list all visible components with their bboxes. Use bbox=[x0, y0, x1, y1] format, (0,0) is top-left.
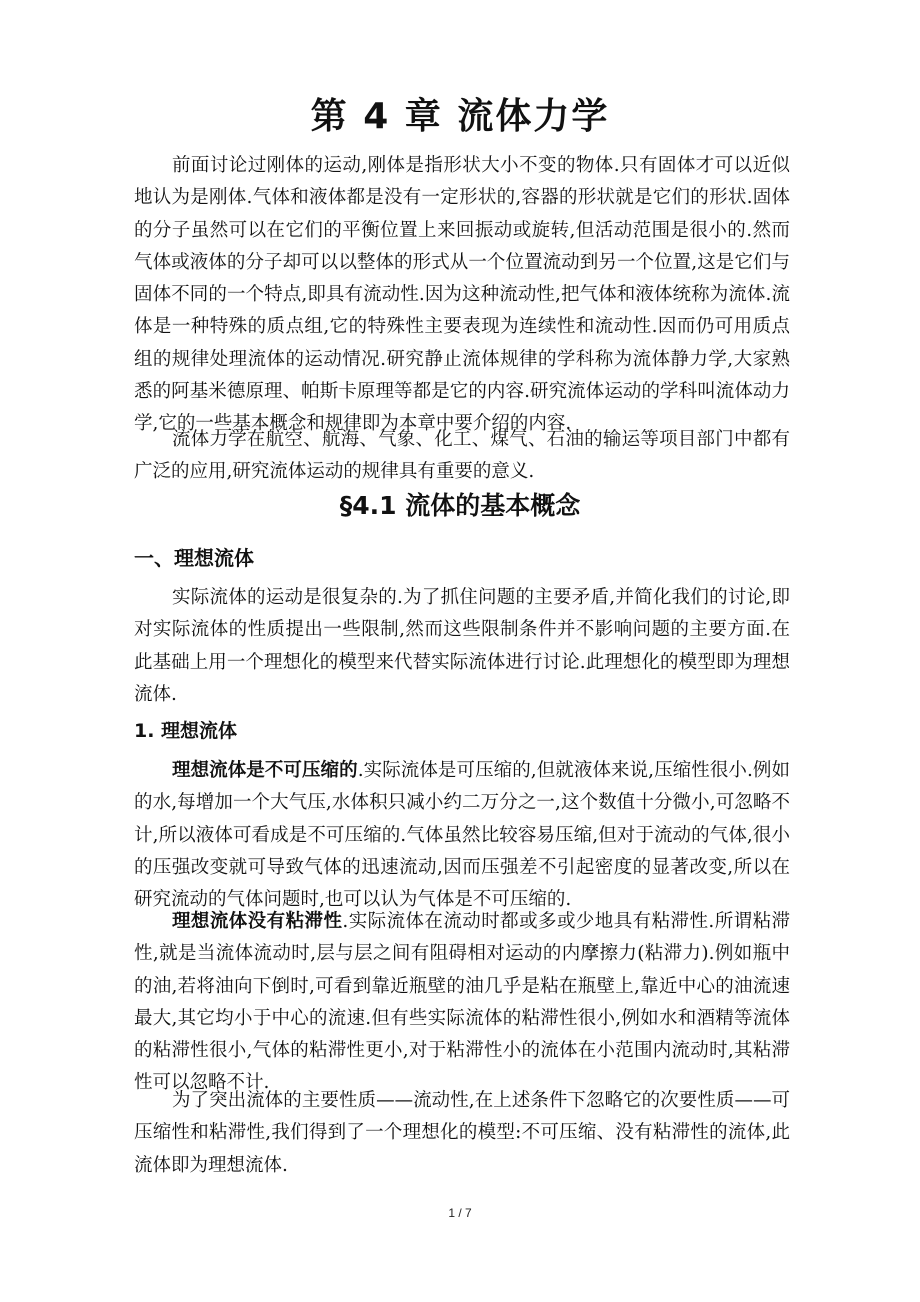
section-title: §4.1 流体的基本概念 bbox=[339, 491, 581, 520]
point-no-viscosity-text: .实际流体在流动时都或多或少地具有粘滞性.所谓粘滞性,就是当流体流动时,层与层之间有阻碍相对运动的内摩擦力(粘滞力).例如瓶中的油,若将油向下倒时,可看到靠近瓶壁的油几乎是粘在瓶壁上,靠近中心的油流速最大,其它均小于中心的流速.但有些实际流体的粘滞性很小,例如水和酒精等流体的粘滞性很小,气体的粘滞性更小,对于粘滞性小的流体在小范围内流动时,其粘滞性可以忽略不计. bbox=[134, 911, 790, 1094]
point-incompressible-lead: 理想流体是不可压缩的 bbox=[172, 760, 358, 781]
intro-paragraph-2: 流体力学在航空、航海、气象、化工、煤气、石油的输运等项目部门中都有广泛的应用,研究流体运动的规律具有重要的意义. bbox=[134, 429, 790, 483]
point-incompressible bbox=[134, 755, 790, 916]
point-no-viscosity bbox=[134, 906, 790, 1100]
conclusion-paragraph: 为了突出流体的主要性质——流动性,在上述条件下忽略它的次要性质——可压缩性和粘滞性,我们得到了一个理想化的模型:不可压缩、没有粘滞性的流体,此流体即为理想流体. bbox=[134, 1090, 790, 1176]
chapter-title: 第 4 章 流体力学 bbox=[310, 96, 610, 137]
point-incompressible-text: .实际流体是可压缩的,但就液体来说,压缩性很小.例如的水,每增加一个大气压,水体积只减小约二万分之一,这个数值十分微小,可忽略不计,所以液体可看成是不可压缩的.气体虽然比较容易压缩,但对于流动的气体,很小的压强改变就可导致气体的迅速流动,因而压强差不引起密度的显著改变,所以在研究流动的气体问题时,也可以认为气体是不可压缩的. bbox=[134, 760, 790, 911]
sub-heading-ideal-fluid: 一、理想流体 bbox=[134, 546, 254, 570]
intro-paragraph-1: 前面讨论过刚体的运动,刚体是指形状大小不变的物体.只有固体才可以近似地认为是刚体.气体和液体都是没有一定形状的,容器的形状就是它们的形状.固体的分子虽然可以在它们的平衡位置上来回振动或旋转,但活动范围是很小的.然而气体或液体的分子却可以以整体的形式从一个位置流动到另一个位置,这是它们与固体不同的一个特点,即具有流动性.因为这种流动性,把气体和液体统称为流体.流体是一种特殊的质点组,它的特殊性主要表现为连续性和流动性.因而仍可用质点组的规律处理流体的运动情况.研究静止流体规律的学科称为流体静力学,大家熟悉的阿基米德原理、帕斯卡原理等都是它的内容.研究流体运动的学科叫流体动力学,它的一些基本概念和规律即为本章中要介绍的内容. bbox=[134, 155, 790, 435]
sub-paragraph: 实际流体的运动是很复杂的.为了抓住问题的主要矛盾,并简化我们的讨论,即对实际流体的性质提出一些限制,然而这些限制条件并不影响问题的主要方面.在此基础上用一个理想化的模型来代替实际流体进行讨论.此理想化的模型即为理想流体. bbox=[134, 587, 790, 705]
page-number: 1 / 7 bbox=[448, 1206, 472, 1220]
item-heading-ideal-fluid: 1. 理想流体 bbox=[134, 720, 238, 742]
point-no-viscosity-lead: 理想流体没有粘滞性 bbox=[172, 911, 343, 932]
